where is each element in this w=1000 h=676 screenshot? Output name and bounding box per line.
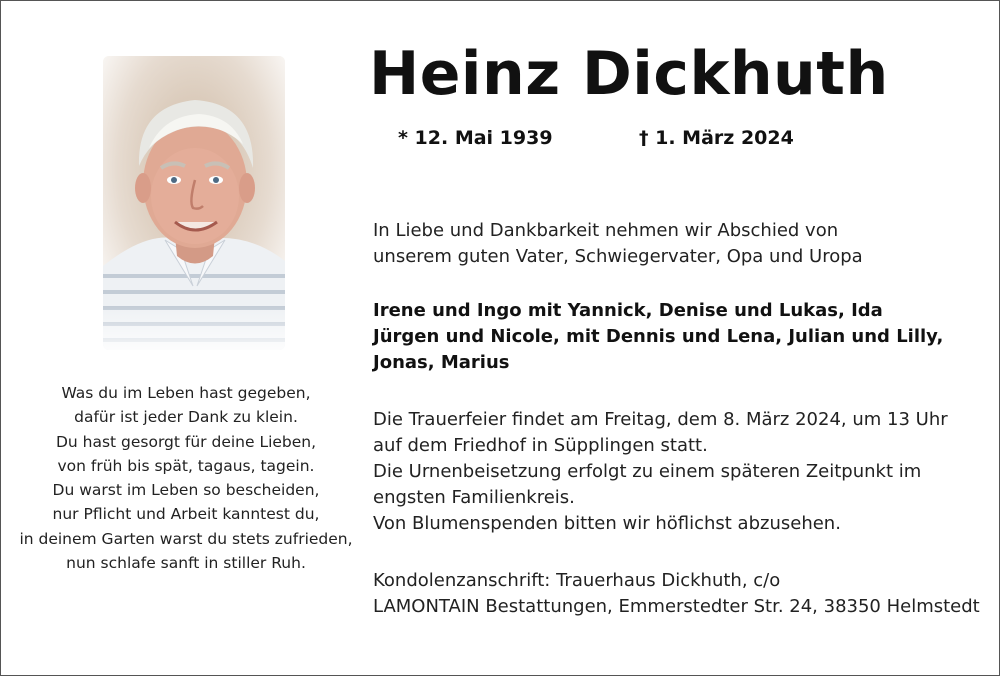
portrait-illustration	[103, 56, 285, 350]
contact-line: Kondolenzanschrift: Trauerhaus Dickhuth, c/o	[373, 570, 781, 591]
poem-line: nur Pflicht und Arbeit kanntest du,	[52, 505, 320, 524]
poem-line: Du hast gesorgt für deine Lieben,	[55, 432, 317, 451]
poem-line: nun schlafe sanft in stiller Ruh.	[66, 554, 306, 573]
family-line: Jonas, Marius	[373, 352, 510, 373]
service-line: Von Blumenspenden bitten wir höflichst abzusehen.	[373, 513, 841, 534]
service-line: engsten Familienkreis.	[373, 487, 575, 508]
birth-date: * 12. Mai 1939	[398, 127, 553, 149]
deceased-name: Heinz Dickhuth	[369, 39, 889, 109]
family-names	[373, 298, 943, 376]
poem-line: von früh bis spät, tagaus, tagein.	[57, 456, 315, 475]
farewell-text	[373, 218, 863, 270]
service-line: auf dem Friedhof in Süpplingen statt.	[373, 435, 708, 456]
service-line: Die Urnenbeisetzung erfolgt zu einem späteren Zeitpunkt im	[373, 461, 922, 482]
memorial-poem	[5, 381, 367, 575]
poem-line: Was du im Leben hast gegeben,	[61, 384, 311, 402]
poem-line: dafür ist jeder Dank zu klein.	[74, 408, 298, 427]
portrait-photo	[103, 56, 285, 350]
death-date: † 1. März 2024	[639, 127, 794, 149]
poem-line: in deinem Garten warst du stets zufrieden,	[19, 529, 353, 548]
farewell-line: unserem guten Vater, Schwiegervater, Opa und Uropa	[373, 246, 863, 267]
service-line: Die Trauerfeier findet am Freitag, dem 8. März 2024, um 13 Uhr	[373, 409, 948, 430]
condolence-address	[373, 568, 980, 620]
family-line: Irene und Ingo mit Yannick, Denise und Lukas, Ida	[373, 300, 883, 321]
service-info	[373, 407, 948, 537]
farewell-line: In Liebe und Dankbarkeit nehmen wir Abschied von	[373, 220, 839, 241]
contact-line: LAMONTAIN Bestattungen, Emmerstedter Str. 24, 38350 Helmstedt	[373, 596, 980, 617]
family-line: Jürgen und Nicole, mit Dennis und Lena, Julian und Lilly,	[373, 326, 944, 347]
poem-line: Du warst im Leben so bescheiden,	[52, 481, 320, 500]
